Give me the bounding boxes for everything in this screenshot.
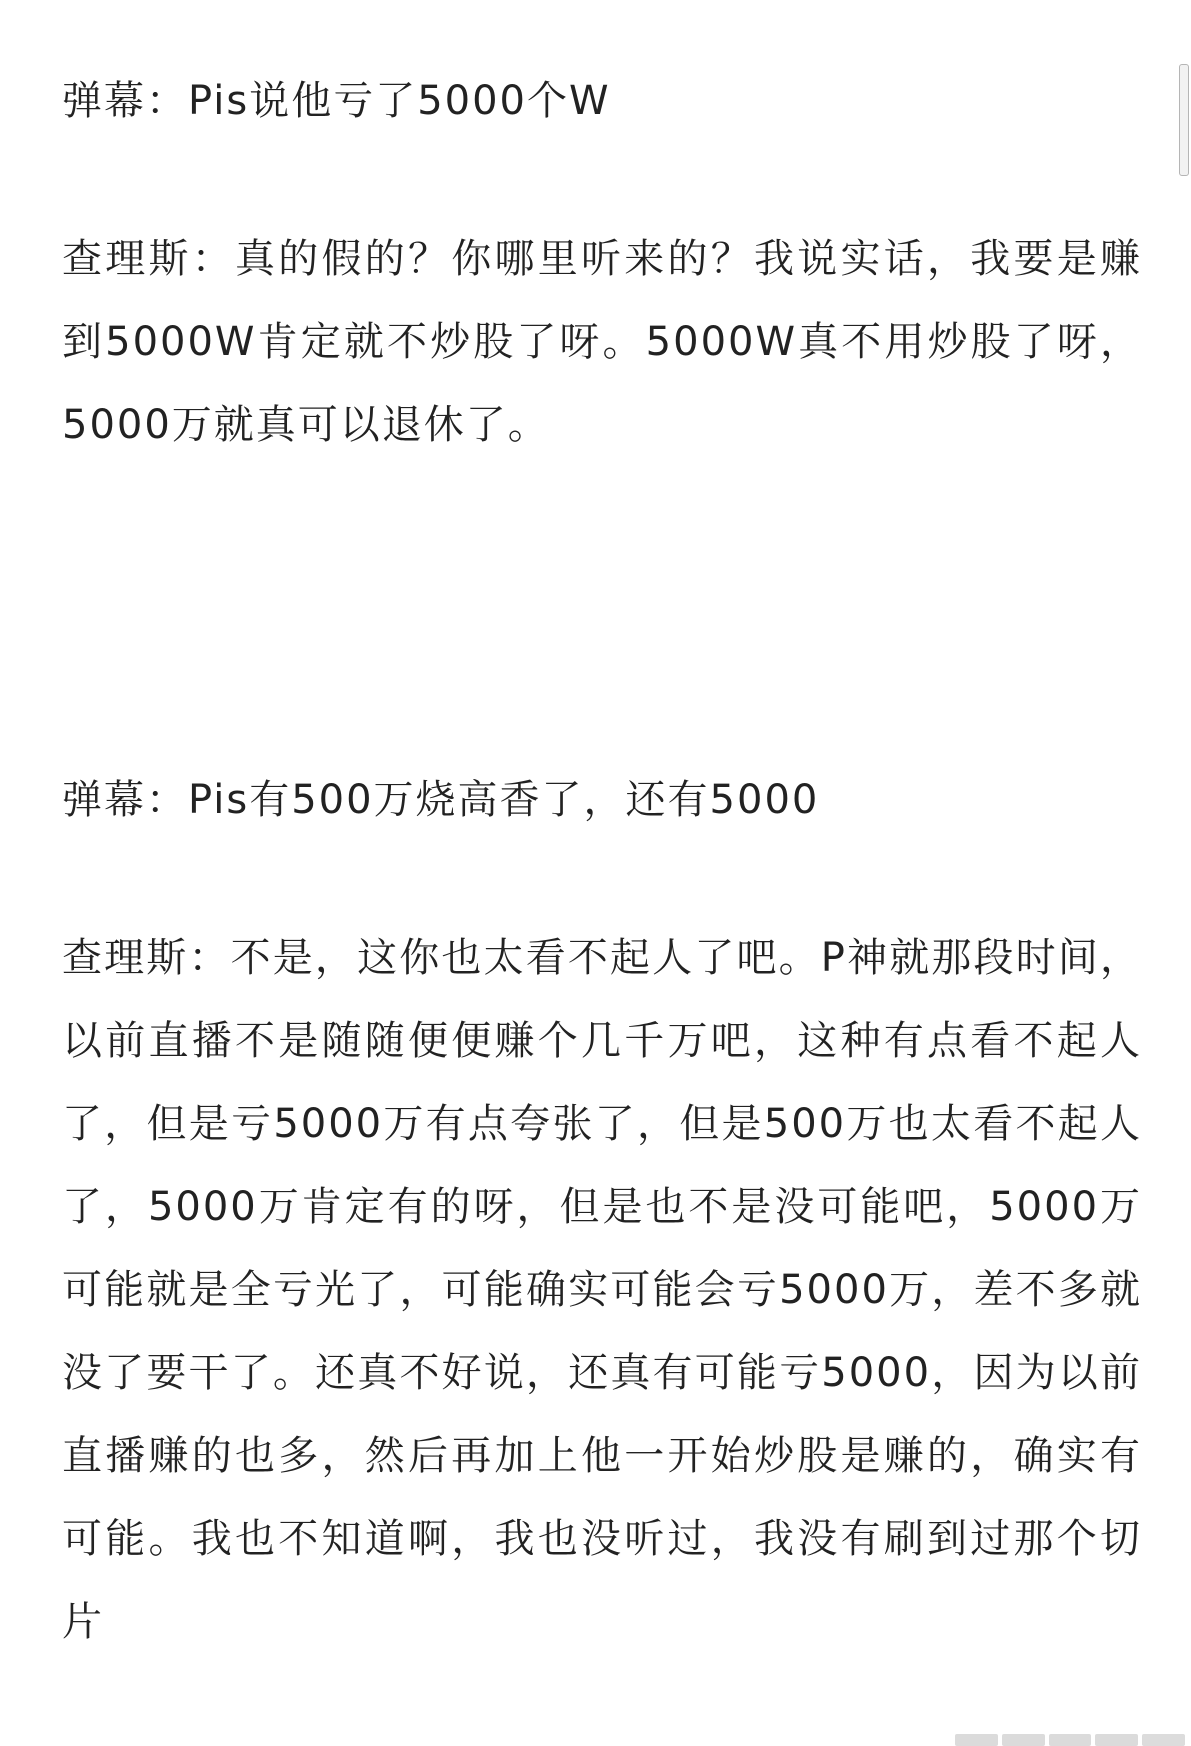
- article-body: [62, 60, 1142, 1664]
- danmaku-line-1: 弹幕：Pis说他亏了5000个W: [62, 78, 611, 124]
- paragraph-gap: [62, 143, 1142, 218]
- scrollbar-thumb[interactable]: [1179, 64, 1189, 176]
- watermark-segment: [1142, 1734, 1185, 1746]
- watermark-segment: [1049, 1734, 1092, 1746]
- watermark-segment: [1095, 1734, 1138, 1746]
- danmaku-line-2: 弹幕：Pis有500万烧高香了，还有5000: [62, 777, 820, 823]
- watermark: [955, 1726, 1185, 1746]
- charles-reply-2: 查理斯：不是，这你也太看不起人了吧。P神就那段时间，以前直播不是随随便便赚个几千万吧，这种有点看不起人了，但是亏5000万有点夸张了，但是500万也太看不起人了，5000万肯定有的呀，但是也不是没可能吧，5000万可能就是全亏光了，可能确实可能会亏5000万，差不多就没了要干了。还真不好说，还真有可能亏5000，因为以前直播赚的也多，然后再加上他一开始炒股是赚的，确实有可能。我也不知道啊，我也没听过，我没有刷到过那个切片: [62, 935, 1142, 1645]
- watermark-segment: [955, 1734, 998, 1746]
- watermark-segment: [1002, 1734, 1045, 1746]
- section-gap: [62, 467, 1142, 759]
- paragraph-gap: [62, 842, 1142, 917]
- charles-reply-1: 查理斯：真的假的？你哪里听来的？我说实话，我要是赚到5000W肯定就不炒股了呀。5000W真不用炒股了呀，5000万就真可以退休了。: [62, 236, 1142, 448]
